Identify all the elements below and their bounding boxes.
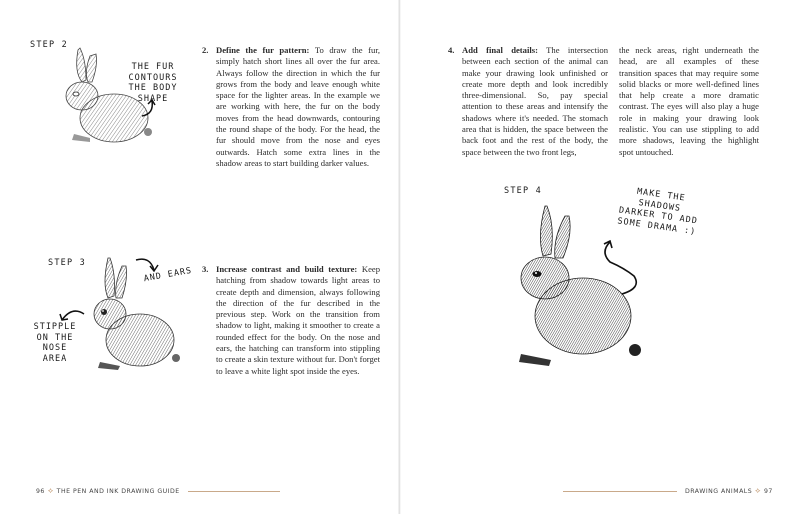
annotation-fur-contours: THE FUR CONTOURS THE BODY SHAPE: [128, 62, 178, 104]
annotation-stipple-nose: STIPPLE ON THE NOSE AREA: [33, 322, 77, 364]
running-title: DRAWING ANIMALS: [685, 487, 753, 495]
step-2-body: To draw the fur, simply hatch short lines all over the fur area. Always follow the direction in which the fur grows from the body and leave enough white space for the lighter areas. In the example we are working with here, the fur on the body moves from the head downwards, contouring the round shape of the body. For the head, the fur should move from the nose and eyes outwards. Hatch some extra lines in the shadow areas to start building darker values.: [216, 45, 380, 168]
step-4-label: STEP 4: [504, 186, 542, 196]
ornament-icon: ⟡: [47, 486, 54, 495]
left-page: [0, 0, 399, 514]
page-number: 97: [763, 487, 773, 495]
step-4-body-col2: the neck areas, right underneath the head, are all examples of these transition spaces that may require some solid blacks or more well-defined lines that help create a more dramatic contrast. The eyes will also play a huge role in making your drawing look realistic. You can use stippling to add more shadows, leaving the highlight spot untouched.: [619, 45, 759, 157]
step-2-heading: Define the fur pattern:: [216, 45, 310, 55]
step-3-body: Keep hatching from shadow towards light areas to create depth and dimension, always following the direction of the fur described in the previous step. Work on the transition from shadow to light, making it smoother to create a rounded effect for the body. On the nose and ears, the hatching can transform into stippling to create a skin texture without fur. Don't forget to leave a white light spot inside the eyes.: [216, 264, 380, 376]
right-page: [401, 0, 800, 514]
left-footer: [36, 486, 280, 496]
step-2-text: 2. Define the fur pattern: To draw the fur, simply hatch short lines all over the fur area. Always follow the direction in which the fur grows from the body and leave enough white space for the lighter areas. In the example we are working with here, the fur on the body moves from the head downwards, contouring the round shape of the body. For the head, the fur should move from the nose and eyes outwards. Hatch some extra lines in the shadow areas to start building darker values.: [202, 45, 380, 168]
step-4-text-col2: [619, 45, 759, 158]
step-3-heading: Increase contrast and build texture:: [216, 264, 358, 274]
right-footer: [563, 486, 773, 496]
curved-arrow-icon: [134, 256, 160, 274]
running-title: THE PEN AND INK DRAWING GUIDE: [56, 487, 180, 495]
curved-arrow-icon: [596, 236, 640, 298]
step-4-body-col1: The intersection between each section of the animal can make your drawing look unfinished or create more depth and look incredibly three-dimensional. So, pay special attention to these areas and intensify the shadows where it's needed. The stomach area that is hidden, the space between the back foot and the rest of the body, the space between the two front legs,: [462, 45, 608, 157]
step-3-text: 3. Increase contrast and build texture: Keep hatching from shadow towards light areas to create depth and dimension, always following the direction of the fur described in the previous step. Work on the transition from shadow to light, making it smoother to create a rounded effect for the body. On the nose and ears, the hatching can transform into stippling to create a skin texture without fur. Don't forget to leave a white light spot inside the eyes.: [202, 264, 380, 376]
annotation-and-ears: AND EARS: [142, 265, 193, 285]
ornament-icon: ⟡: [755, 486, 761, 495]
curved-arrow-icon: [58, 308, 86, 324]
step-4-text-col1: 4. Add final details: The intersection between each section of the animal can make your drawing look unfinished or create more depth and look incredibly three-dimensional. So, pay special attention to these areas and intensify the shadows where it's needed. The stomach area that is hidden, the space between the back foot and the rest of the body, the space between the two front legs,: [448, 45, 608, 157]
annotation-make-shadows-darker: MAKE THE SHADOWS DARKER TO ADD SOME DRAMA :): [616, 186, 699, 237]
footer-rule: [563, 491, 677, 492]
curved-arrow-icon: [140, 98, 158, 118]
step-2-label: STEP 2: [30, 40, 68, 50]
step-3-label: STEP 3: [48, 258, 86, 268]
step-4-heading: Add final details:: [462, 45, 538, 55]
page-number: 96: [36, 487, 45, 495]
footer-rule: [188, 491, 280, 492]
